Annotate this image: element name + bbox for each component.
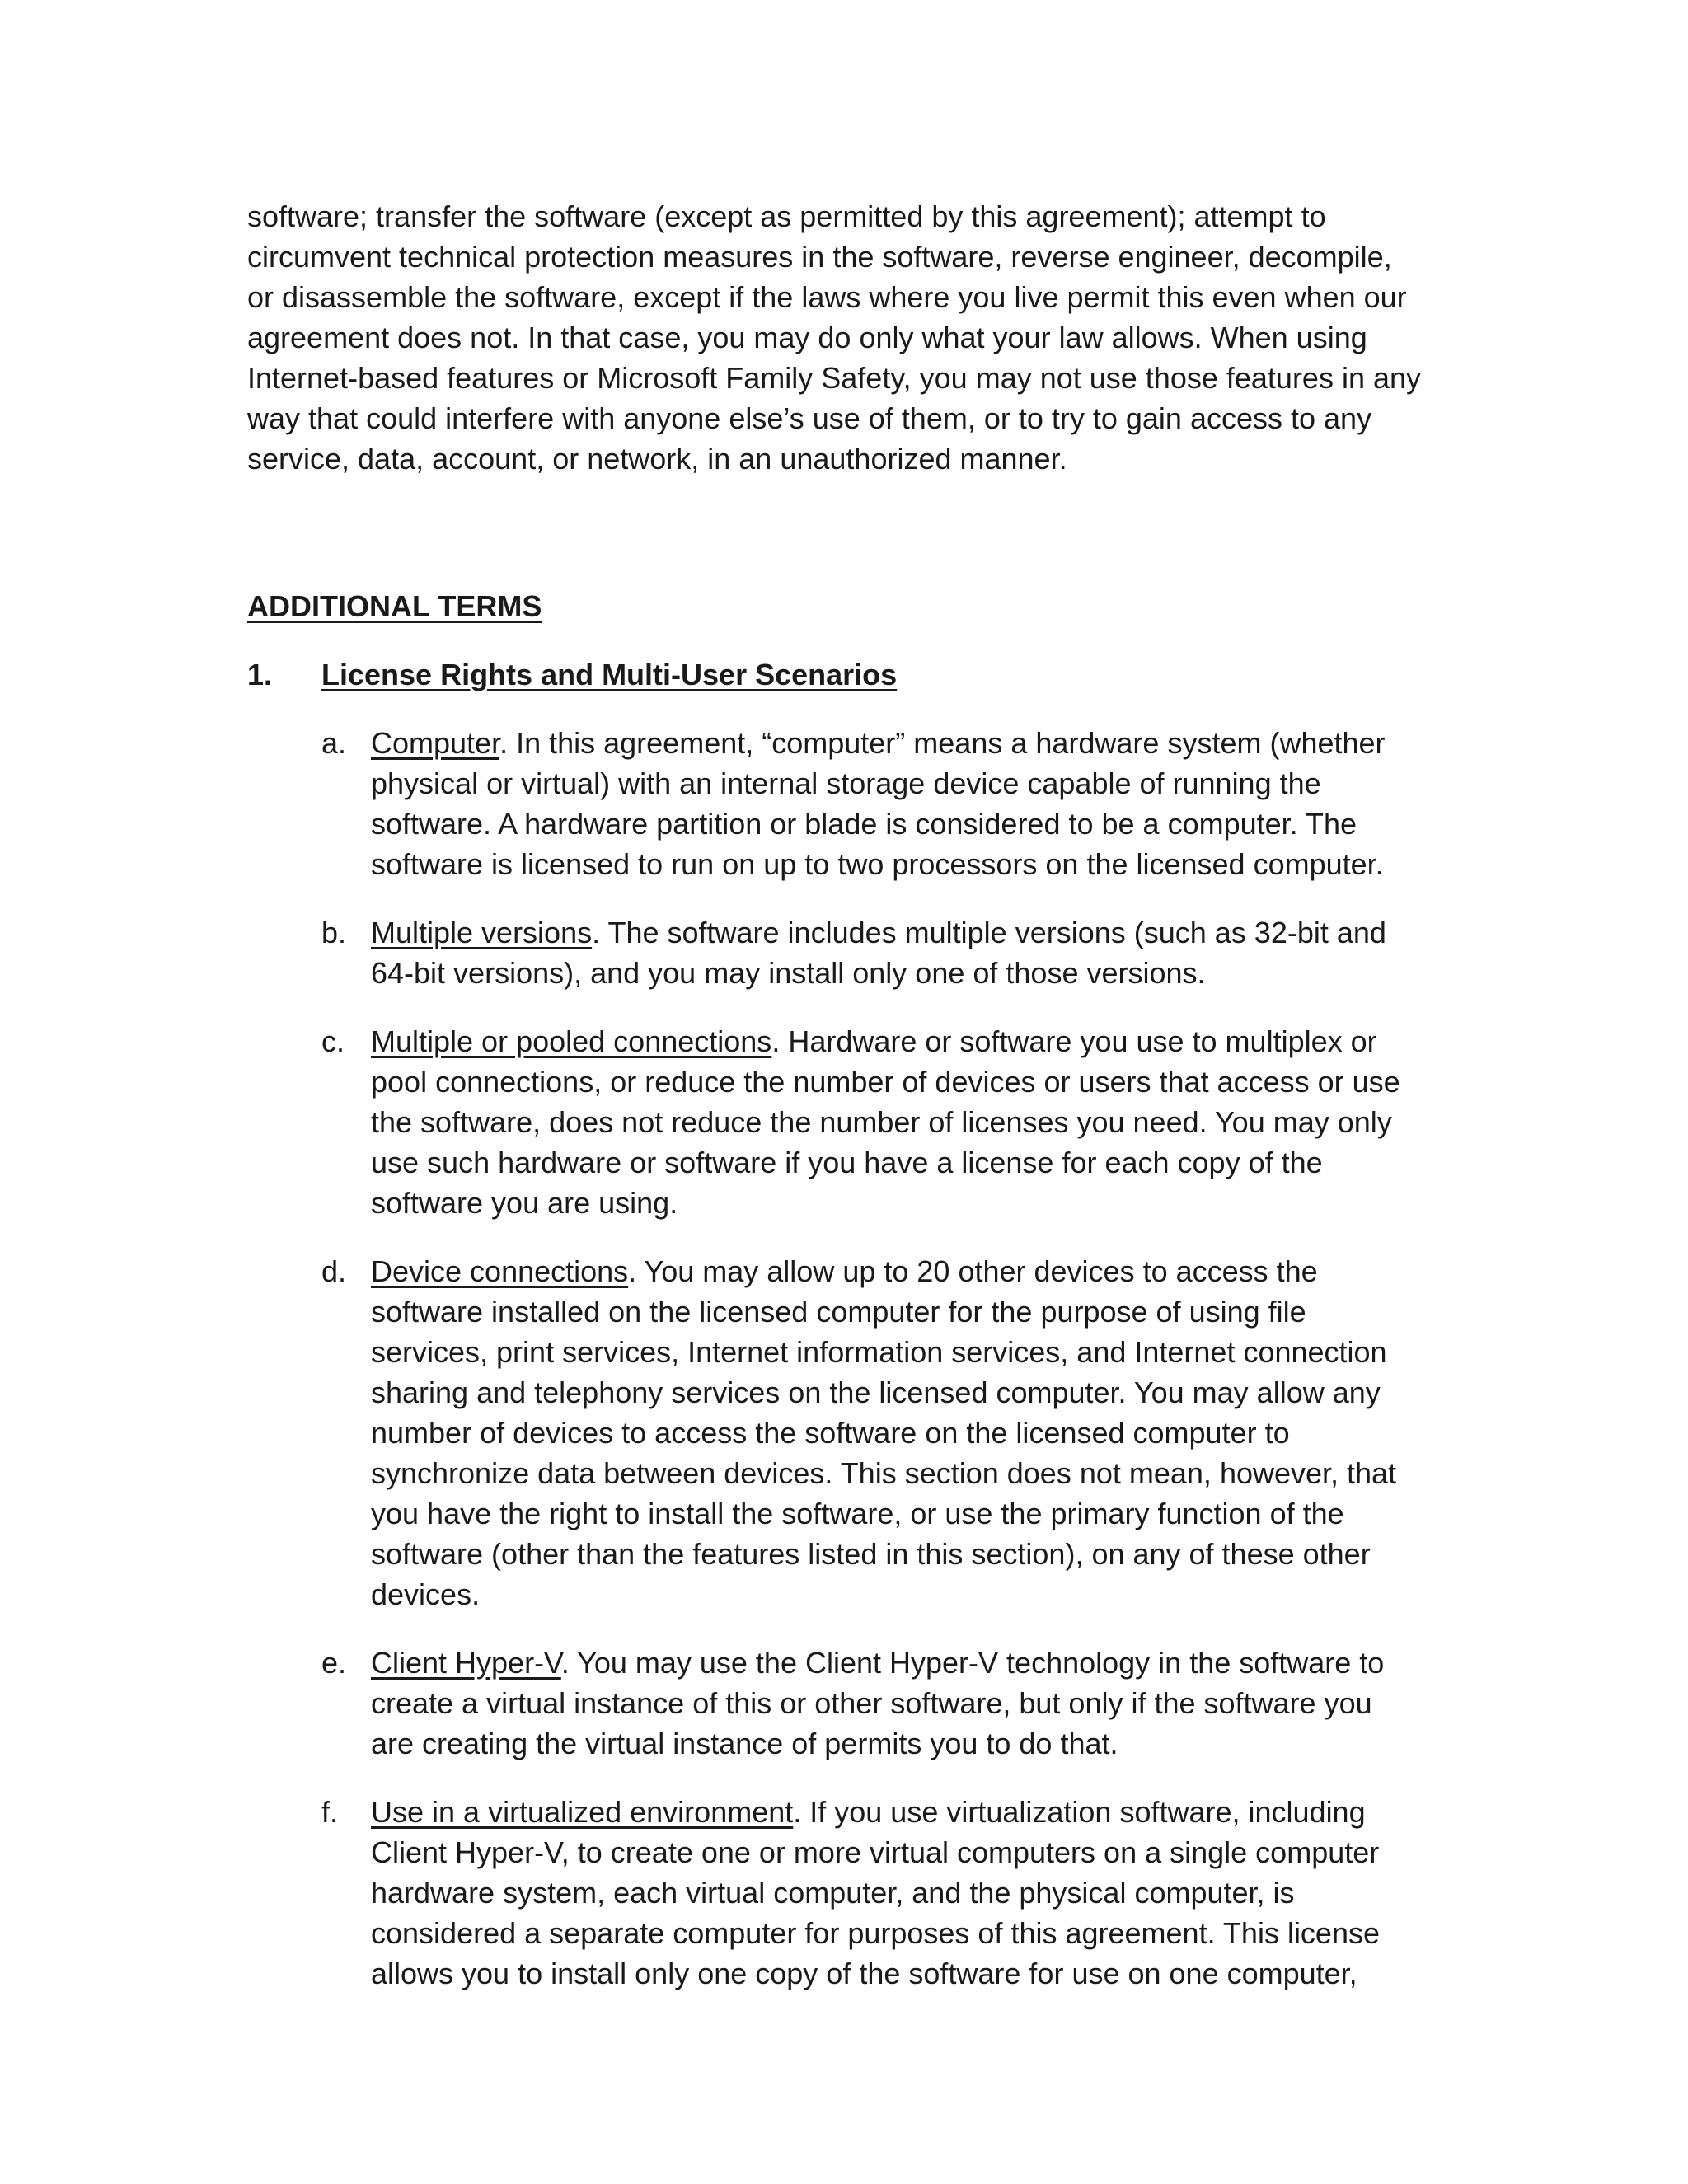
item-label: a. (321, 726, 347, 760)
item-text: . You may use the Client Hyper-V technology in the software to create a virtual instance of this or other software, but only if the software you are creating the virtual instance of permits you to do that. (371, 1646, 1385, 1760)
item-body (371, 912, 1434, 993)
item-body (371, 1792, 1434, 1994)
intro-paragraph: software; transfer the software (except as permitted by this agreement); attempt to circumvent technical protection measures in the software, reverse engineer, decompile, or disassemble the software, except if the laws where you live permit this even when our agreement does not. In that case, you may do only what your law allows. When using Internet-based features or Microsoft Family Safety, you may not use those features in any way that could interfere with anyone else’s use of them, or to try to gain access to any service, data, account, or network, in an unauthorized manner. (247, 199, 1422, 476)
list-item (321, 1792, 1434, 1994)
item-title: Multiple versions (371, 916, 593, 949)
item-title: Device connections (371, 1254, 629, 1288)
item-label: e. (321, 1646, 347, 1680)
item-text: . In this agreement, “computer” means a hardware system (whether physical or virtual) with an internal storage device capable of running the software. A hardware partition or blade is considered to be a computer. The software is licensed to run on up to two processors on the licensed computer. (371, 726, 1386, 881)
item-title: Use in a virtualized environment (371, 1795, 794, 1829)
item-body (371, 1251, 1434, 1615)
item-text: . You may allow up to 20 other devices to access the software installed on the licensed computer for the purpose of using file services, print services, Internet information services, and Internet connection sharing and telephony services on the licensed computer. You may allow any number of devices to access the software on the licensed computer to synchronize data between devices. This section does not mean, however, that you have the right to install the software, or use the primary function of the software (other than the features listed in this section), on any of these other devices. (371, 1254, 1397, 1611)
item-label: b. (321, 916, 347, 949)
list-item (321, 1251, 1434, 1615)
document-content (247, 196, 1434, 2022)
list-item (321, 912, 1434, 993)
item-body (371, 1021, 1434, 1223)
item-body (371, 723, 1434, 884)
item-label: d. (321, 1254, 347, 1288)
list-item (321, 1643, 1434, 1764)
list-item (321, 1021, 1434, 1223)
item-title: Multiple or pooled connections (371, 1024, 772, 1058)
item-label: f. (321, 1795, 339, 1829)
item-title: Computer (371, 726, 500, 760)
item-text: . Hardware or software you use to multiplex or pool connections, or reduce the number of devices or users that access or use the software, does not reduce the number of licenses you need. You may only use such hardware or software if you have a license for each copy of the software you are using. (371, 1024, 1400, 1220)
item-label: c. (321, 1024, 345, 1058)
additional-terms-heading: ADDITIONAL TERMS (247, 589, 542, 623)
item-text: . If you use virtualization software, including Client Hyper-V, to create one or more virtual computers on a single computer hardware system, each virtual computer, and the physical computer, is considered a separate computer for purposes of this agreement. This license allows you to install only one copy of the software for use on one computer, (371, 1795, 1380, 1990)
section-title: License Rights and Multi-User Scenarios (321, 658, 898, 691)
item-body (371, 1643, 1434, 1764)
section-number: 1. (247, 658, 273, 691)
list-item (321, 723, 1434, 884)
section-1-heading (247, 654, 1434, 695)
section-items (247, 723, 1434, 1994)
item-title: Client Hyper-V (371, 1646, 561, 1680)
item-text: . The software includes multiple versions (such as 32-bit and 64-bit versions), and you may install only one of those versions. (371, 916, 1386, 990)
